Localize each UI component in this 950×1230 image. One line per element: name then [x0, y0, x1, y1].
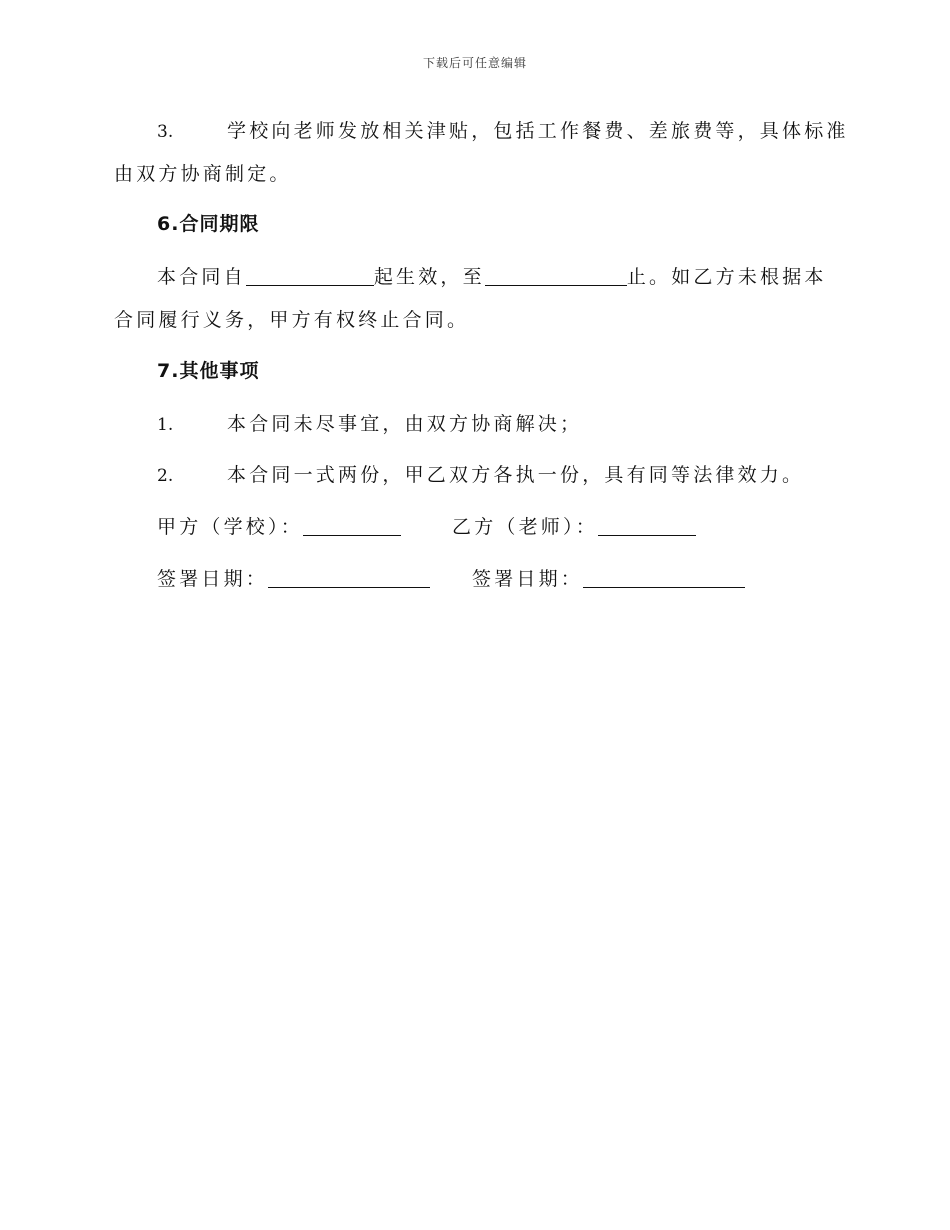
party-b-blank[interactable] [598, 517, 696, 536]
clause-3-line-1 [157, 116, 849, 143]
date-b-label: 签署日期： [472, 568, 584, 590]
item-2-number: 2. [157, 466, 174, 486]
party-b-signature [452, 512, 696, 539]
section-7-item-2 [157, 460, 804, 487]
date-b-signature [472, 564, 745, 591]
section-6-text-a: 本合同自 [157, 266, 246, 288]
section-6-text-c: 止。如乙方未根据本 [626, 266, 827, 288]
party-a-blank[interactable] [303, 517, 401, 536]
section-7-title: 7.其他事项 [157, 360, 260, 382]
section-7-item-1 [157, 409, 582, 436]
end-date-blank[interactable] [485, 267, 627, 286]
party-a-signature [157, 512, 401, 539]
clause-3-number: 3. [157, 122, 174, 142]
section-6-text-b: 起生效，至 [373, 266, 485, 288]
item-1-number: 1. [157, 415, 174, 435]
date-a-label: 签署日期： [157, 568, 269, 590]
section-6-title: 6.合同期限 [157, 213, 260, 235]
party-b-label: 乙方（老师）： [452, 516, 598, 538]
item-2-text: 本合同一式两份，甲乙双方各执一份，具有同等法律效力。 [227, 464, 805, 486]
date-a-signature [157, 564, 430, 591]
clause-3-line-2: 由双方协商制定。 [114, 163, 292, 185]
start-date-blank[interactable] [246, 267, 374, 286]
clause-3-text-1: 学校向老师发放相关津贴，包括工作餐费、差旅费等，具体标准 [227, 120, 849, 142]
party-a-label: 甲方（学校）： [157, 516, 303, 538]
date-b-blank[interactable] [583, 569, 745, 588]
item-1-text: 本合同未尽事宜，由双方协商解决； [227, 413, 583, 435]
date-a-blank[interactable] [268, 569, 430, 588]
page-header: 下载后可任意编辑 [422, 56, 527, 70]
section-6-line-2: 合同履行义务，甲方有权终止合同。 [114, 309, 470, 331]
section-6-line-1 [157, 262, 827, 289]
